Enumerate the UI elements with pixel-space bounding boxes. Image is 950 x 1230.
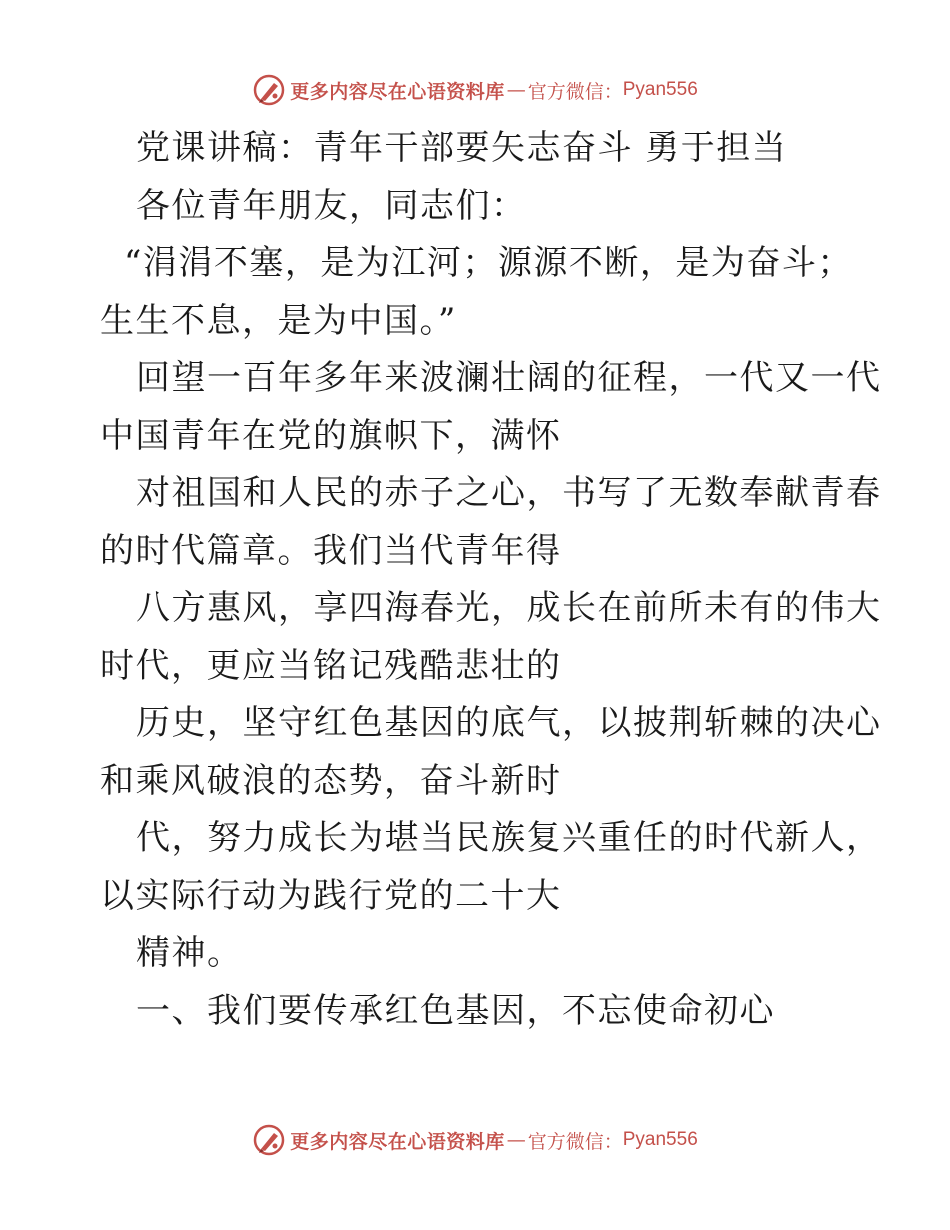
text-line: “涓涓不塞，是为江河；源源不断，是为奋斗； bbox=[124, 243, 853, 283]
header-banner bbox=[0, 70, 950, 110]
pen-logo-icon bbox=[252, 73, 286, 107]
pen-logo-icon bbox=[252, 1123, 286, 1157]
text-line: 对祖国和人民的赤子之心，书写了无数奉献青春 bbox=[136, 473, 882, 513]
salutation: 各位青年朋友，同志们： bbox=[136, 185, 527, 226]
text-line: 中国青年在党的旗帜下，满怀 bbox=[100, 415, 562, 456]
text-line: 代，努力成长为堪当民族复兴重任的时代新人， bbox=[136, 818, 882, 858]
banner-separator: — bbox=[506, 1129, 526, 1151]
section-heading: 一、我们要传承红色基因，不忘使命初心 bbox=[136, 990, 775, 1031]
text-line: 回望一百年多年来波澜壮阔的征程，一代又一代 bbox=[136, 358, 882, 398]
text-line: 历史，坚守红色基因的底气，以披荆斩棘的决心 bbox=[136, 703, 882, 743]
banner-title: 更多内容尽在心语资料库 bbox=[290, 80, 505, 103]
banner-wechat-label: 官方微信： bbox=[527, 80, 623, 103]
text-line: 的时代篇章。我们当代青年得 bbox=[100, 530, 562, 571]
banner-wechat-label: 官方微信： bbox=[527, 1130, 623, 1153]
document-body bbox=[100, 120, 882, 1040]
text-line: 生生不息，是为中国。” bbox=[100, 300, 457, 341]
text-line: 八方惠风，享四海春光，成长在前所未有的伟大 bbox=[136, 588, 882, 628]
text-line: 精神。 bbox=[136, 933, 243, 973]
text-line: 时代，更应当铭记残酷悲壮的 bbox=[100, 645, 562, 686]
banner-wechat-id: Pyan556 bbox=[622, 1129, 698, 1150]
footer-banner bbox=[0, 1120, 950, 1160]
banner-separator: — bbox=[506, 79, 526, 101]
document-title: 党课讲稿：青年干部要矢志奋斗 勇于担当 bbox=[136, 128, 788, 168]
banner-wechat-id: Pyan556 bbox=[622, 79, 698, 100]
text-line: 和乘风破浪的态势，奋斗新时 bbox=[100, 760, 562, 801]
text-line: 以实际行动为践行党的二十大 bbox=[100, 875, 562, 916]
banner-title: 更多内容尽在心语资料库 bbox=[290, 1130, 505, 1153]
